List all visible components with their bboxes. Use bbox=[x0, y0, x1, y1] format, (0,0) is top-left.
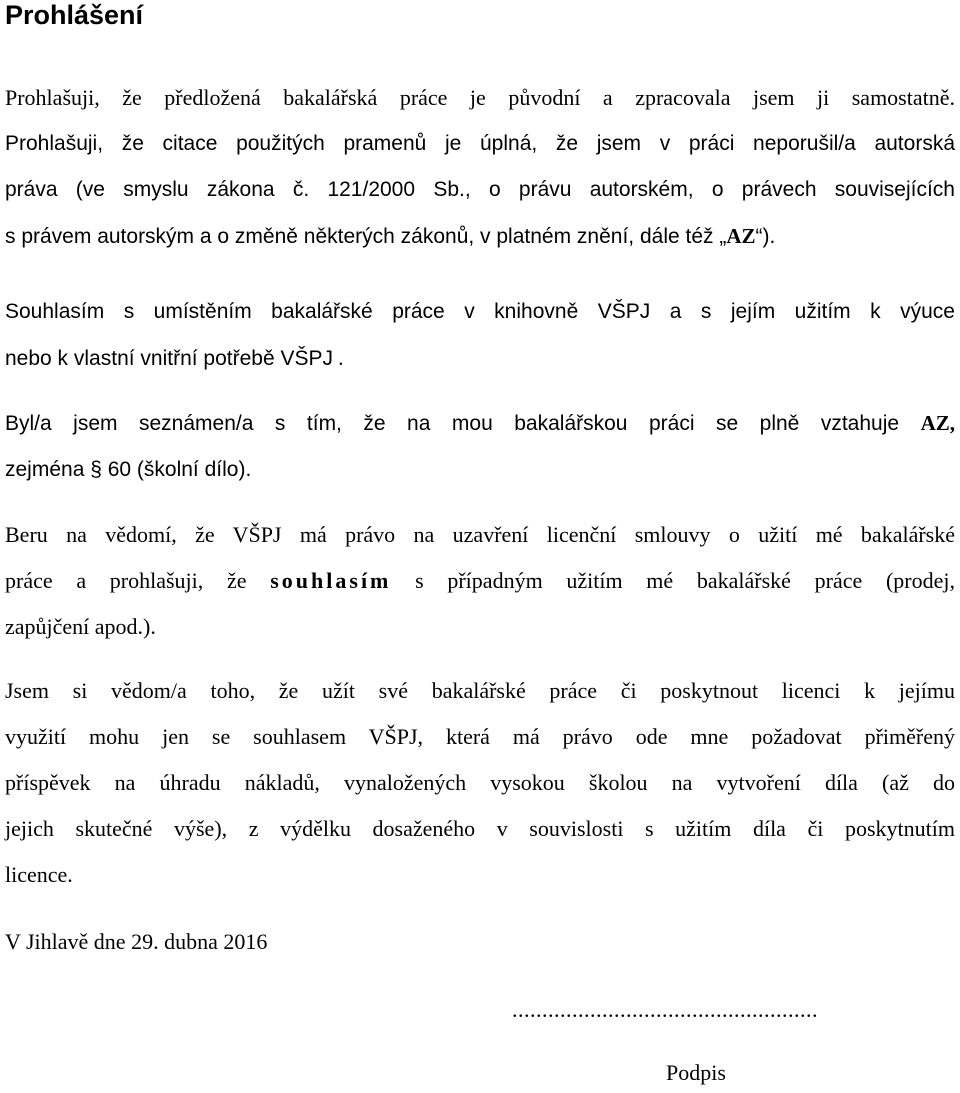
paragraph-line: využití mohu jen se souhlasem VŠPJ, která má právo ode mne požadovat přiměřený bbox=[5, 724, 955, 749]
az-abbreviation: AZ, bbox=[920, 411, 955, 435]
paragraph-line bbox=[5, 335, 955, 382]
library-consent-paragraph bbox=[5, 289, 955, 382]
page-title: Prohlášení bbox=[5, 0, 144, 30]
paragraph-line bbox=[5, 558, 955, 604]
paragraph-line bbox=[5, 400, 955, 447]
line-text: s právem autorským a o změně některých zákonů, v platném znění, dále též „ bbox=[5, 225, 727, 248]
paragraph-line: Prohlašuji, že citace použitých pramenů je úplná, že jsem v práci neporušil/a autorská bbox=[5, 132, 955, 155]
paragraph-line: Jsem si vědom/a toho, že užít své bakalářské práce či poskytnout licenci k jejímu bbox=[5, 678, 955, 703]
paragraph-line: zapůjčení apod.). bbox=[5, 614, 156, 639]
declaration-originality-paragraph bbox=[5, 75, 955, 260]
paragraph-line: příspěvek na úhradu nákladů, vynaložených vysokou školou na vytvoření díla (až do bbox=[5, 770, 955, 795]
line-text: s případným užitím mé bakalářské práce (prodej, bbox=[391, 568, 955, 593]
line-text: práce a prohlašuji, že bbox=[5, 568, 271, 593]
line-text: Byl/a jsem seznámen/a s tím, že na mou bakalářskou práci se plně vztahuje bbox=[5, 412, 921, 435]
paragraph-line: zejména § 60 (školní dílo). bbox=[5, 458, 252, 481]
paragraph-line: licence. bbox=[5, 862, 73, 887]
consent-word: souhlasím bbox=[270, 568, 392, 593]
line-text: . bbox=[333, 346, 344, 370]
license-conditions-paragraph bbox=[5, 668, 955, 898]
line-text: nebo k vlastní vnitřní potřebě VŠPJ bbox=[5, 347, 334, 370]
line-text: “). bbox=[755, 225, 776, 248]
az-abbreviation: AZ bbox=[726, 224, 756, 248]
paragraph-line: Beru na vědomí, že VŠPJ má právo na uzavření licenční smlouvy o užití mé bakalářské bbox=[5, 522, 955, 547]
signature-label: Podpis bbox=[666, 1060, 726, 1085]
copyright-notice-paragraph bbox=[5, 400, 955, 493]
signature-line: ................................................... bbox=[512, 997, 818, 1022]
paragraph-line: práva (ve smyslu zákona č. 121/2000 Sb., o právu autorském, o právech souvisejících bbox=[5, 178, 955, 201]
paragraph-line: jejich skutečné výše), z výdělku dosaženého v souvislosti s užitím díla či poskytnutím bbox=[5, 816, 955, 841]
paragraph-line: Prohlašuji, že předložená bakalářská práce je původní a zpracovala jsem ji samostatně. bbox=[5, 85, 955, 110]
place-and-date: V Jihlavě dne 29. dubna 2016 bbox=[5, 929, 268, 954]
license-agreement-paragraph bbox=[5, 512, 955, 650]
paragraph-line: Souhlasím s umístěním bakalářské práce v knihovně VŠPJ a s jejím užitím k výuce bbox=[5, 300, 955, 323]
paragraph-line bbox=[5, 213, 955, 260]
